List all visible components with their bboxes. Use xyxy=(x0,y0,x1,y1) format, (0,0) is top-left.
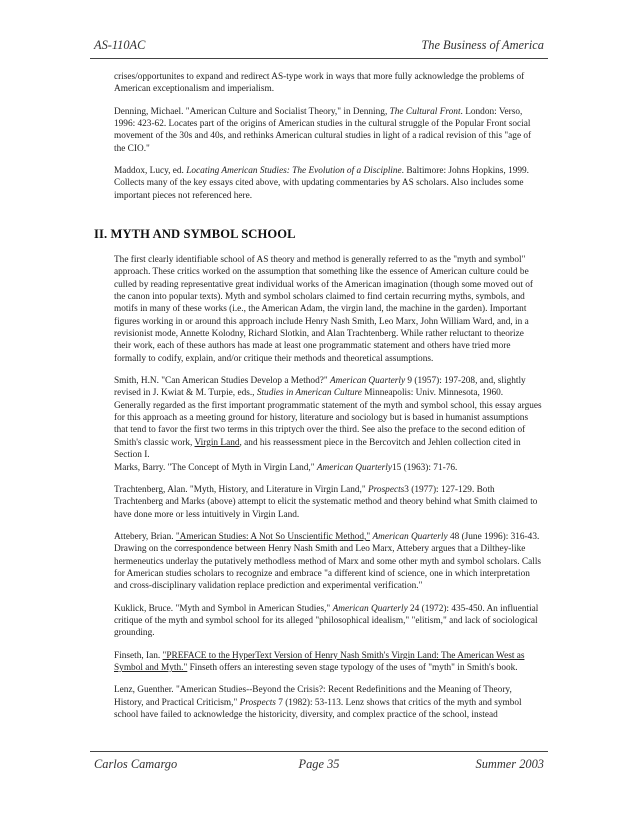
paragraph-denning: Denning, Michael. "American Culture and Socialist Theory," in Denning, The Cultural Front. London: Verso, 1996: 423-62. Locates part of the origins of American studies in the cultural struggle of the Popular Front social movement of the 30s and 40s, and rethinks American cultural studies in light of a radical revision of this "age of the CIO." xyxy=(114,106,532,154)
paragraph-maddox: Maddox, Lucy, ed. Locating American Studies: The Evolution of a Discipline. Baltimore: Johns Hopkins, 1999. Collects many of the key essays cited above, with updating commentaries by AS scholars. Also includes some important pieces not referenced here. xyxy=(114,166,529,201)
page-header xyxy=(94,38,544,53)
book-title: The Cultural Front xyxy=(389,106,461,117)
finseth-preface-link[interactable]: "PREFACE to the HyperText Version of Henry Nash Smith's Virgin Land: The American West as Symbol and Myth." xyxy=(114,650,525,673)
footer-author: Carlos Camargo xyxy=(94,757,178,771)
paragraph-smith: Smith, H.N. "Can American Studies Develop a Method?" American Quarterly 9 (1957): 197-208, and, slightly revised in J. Kwiat & M. Turpie, eds., Studies in American Culture Minneapolis: Univ. Minnesota, 1960. Generally regarded as the first important programmatic statement of the myth and symbol school, this essay argues for this approach as a meeting ground for history, literature and sociology but is based in humanist assumptions that tend to favor the first two terms in this triptych over the third. See also the preface to the second edition of Smith's classic work, Virgin Land, and his reassessment piece in the Bercovitch and Jehlen collection cited in Section I. Marks, Barry. "The Concept of Myth in Virgin Land," American Quarterly15 (1963): 71-76. xyxy=(114,376,542,473)
paragraph-finseth: Finseth, Ian. "PREFACE to the HyperText Version of Henry Nash Smith's Virgin Land: The American West as Symbol and Myth." Finseth offers an interesting seven stage typology of the uses of "myth" in Smith's book. xyxy=(114,650,525,673)
header-rule xyxy=(90,58,548,59)
virgin-land-link[interactable]: Virgin Land xyxy=(194,437,240,448)
footer-rule xyxy=(90,751,548,752)
paragraph-continuation: crises/opportunites to expand and redirect AS-type work in ways that more fully acknowledge the problems of American exceptionalism and imperialism. xyxy=(114,72,525,95)
header-doc-title: The Business of America xyxy=(421,38,544,52)
footer-term: Summer 2003 xyxy=(475,757,544,771)
top-content xyxy=(114,71,542,212)
page-footer xyxy=(94,757,544,772)
attebery-article-link[interactable]: "American Studies: A Not So Unscientific Method," xyxy=(175,531,371,542)
header-course-code: AS-110AC xyxy=(94,38,146,52)
book-title: Locating American Studies: The Evolution of a Discipline xyxy=(186,166,402,177)
section-content xyxy=(114,254,542,731)
paragraph-intro: The first clearly identifiable school of AS theory and method is generally referred to as the "myth and symbol" approach. These critics worked on the assumption that something like the essence of American culture could be culled by reading representative great individual works of the American imagination (though some moved out of the canon into popular texts). Myth and symbol scholars claimed to find certain recurring myths, symbols, and motifs in many of these works (i.e., the American Adam, the virgin land, the machine in the garden). Important figures working in or around this approach include Henry Nash Smith, Leo Marx, John William Ward, and, in a revisionist mode, Annette Kolodny, Richard Slotkin, and Alan Trachtenberg. While rather reluctant to theorize their work, each of these authors has made at least one programmatic statement and others have tried more formally to codify, explain, and/or critique their methods and theoretical assumptions. xyxy=(114,255,534,364)
section-heading: II. MYTH AND SYMBOL SCHOOL xyxy=(94,227,296,241)
paragraph-lenz: Lenz, Guenther. "American Studies--Beyond the Crisis?: Recent Redefinitions and the Meaning of Theory, History, and Practical Criticism," Prospects 7 (1982): 53-113. Lenz shows that critics of the myth and symbol school have failed to acknowledge the historicity, diversity, and complex practice of the school, instead xyxy=(114,685,522,720)
paragraph-kuklick: Kuklick, Bruce. "Myth and Symbol in American Studies," American Quarterly 24 (1972): 435-450. An influential critique of the myth and symbol school for its alleged "philosophical idealism," "elitism," and lack of sociological grounding. xyxy=(114,603,539,639)
paragraph-trachtenberg: Trachtenberg, Alan. "Myth, History, and Literature in Virgin Land," Prospects3 (1977): 127-129. Both Trachtenberg and Marks (above) attempt to elicit the systematic method and theory behind what Smith claimed to have done more or less intuitively in Virgin Land. xyxy=(114,484,538,520)
paragraph-attebery: Attebery, Brian. "American Studies: A Not So Unscientific Method," American Quarterly 48 (June 1996): 316-43. Drawing on the correspondence between Henry Nash Smith and Leo Marx, Attebery argues that a Dilthey-like hermeneutics underlay the putatively methodless method of Marx and some other myth and symbol scholars. Calls for American studies scholars to recognize and embrace "a different kind of science, one in which interpretation and cross-disciplinary validation replace prediction and experimental verification." xyxy=(114,531,542,592)
footer-page-number: Page 35 xyxy=(298,757,340,771)
